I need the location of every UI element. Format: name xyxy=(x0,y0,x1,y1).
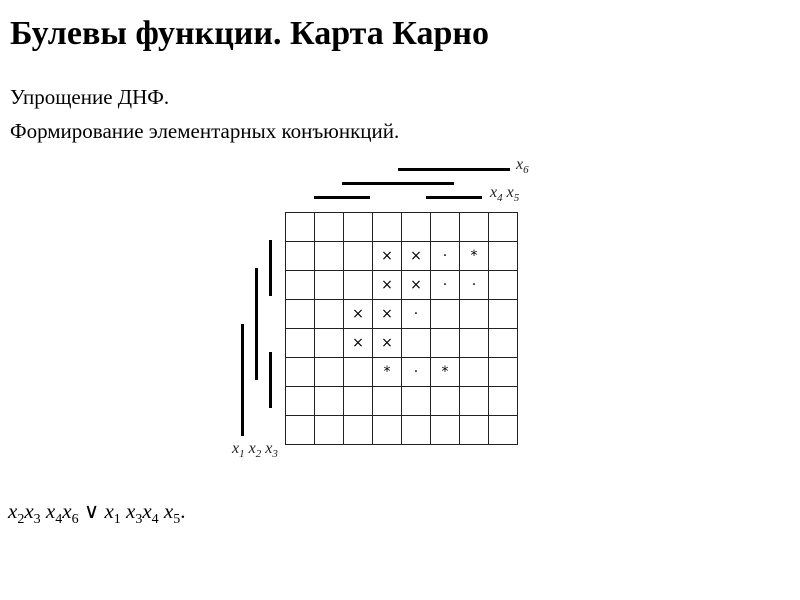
kmap-cell xyxy=(373,213,402,242)
kmap-cell: × xyxy=(344,329,373,358)
kmap-cell xyxy=(431,387,460,416)
x2-bar xyxy=(255,268,258,380)
kmap-cell: × xyxy=(373,329,402,358)
kmap-row xyxy=(286,329,518,358)
kmap-row xyxy=(286,387,518,416)
disjunction-symbol: ∨ xyxy=(78,499,105,523)
kmap-cell xyxy=(286,387,315,416)
kmap-cell xyxy=(315,300,344,329)
kmap-cell: × xyxy=(344,300,373,329)
kmap-cell xyxy=(431,329,460,358)
result-formula: $x_2x_3$ $x_4x_6$ ∨ $x_1$ $x_3x_4$ $x_5$. xyxy=(8,499,186,528)
kmap-cell xyxy=(460,329,489,358)
kmap-cell xyxy=(402,387,431,416)
subtitle-simplification: Упрощение ДНФ. xyxy=(10,85,170,109)
kmap-row xyxy=(286,300,518,329)
kmap-cell xyxy=(315,416,344,445)
kmap-cell: * xyxy=(373,358,402,387)
kmap-cell xyxy=(315,358,344,387)
kmap-cell xyxy=(489,387,518,416)
x6-label: $x_6$ xyxy=(516,156,529,177)
kmap-cell xyxy=(344,271,373,300)
kmap-cell xyxy=(460,358,489,387)
kmap-cell xyxy=(286,300,315,329)
kmap-cell xyxy=(344,213,373,242)
kmap-cell xyxy=(489,242,518,271)
kmap-cell xyxy=(489,300,518,329)
kmap-row xyxy=(286,358,518,387)
kmap-cell xyxy=(489,416,518,445)
kmap-cell xyxy=(286,242,315,271)
kmap-cell xyxy=(460,213,489,242)
kmap-cell xyxy=(286,416,315,445)
karnaugh-map-grid xyxy=(285,212,518,445)
kmap-cell xyxy=(402,329,431,358)
kmap-cell xyxy=(286,213,315,242)
x5-bar-right xyxy=(426,196,482,199)
kmap-cell xyxy=(315,387,344,416)
kmap-cell xyxy=(373,416,402,445)
x3-bar-top xyxy=(269,240,272,296)
kmap-cell xyxy=(286,271,315,300)
kmap-cell xyxy=(344,387,373,416)
slide-title: Булевы функции. Карта Карно xyxy=(10,15,489,52)
kmap-cell xyxy=(315,271,344,300)
kmap-row xyxy=(286,416,518,445)
x6-bar xyxy=(398,168,510,171)
kmap-cell: × xyxy=(373,242,402,271)
x1-bar xyxy=(241,324,244,436)
kmap-cell xyxy=(431,300,460,329)
kmap-cell xyxy=(402,416,431,445)
kmap-cell: × xyxy=(373,271,402,300)
kmap-cell: × xyxy=(373,300,402,329)
kmap-cell xyxy=(315,213,344,242)
kmap-cell xyxy=(489,213,518,242)
kmap-cell xyxy=(315,329,344,358)
kmap-cell xyxy=(286,358,315,387)
kmap-cell xyxy=(344,416,373,445)
kmap-cell xyxy=(489,358,518,387)
x4-x5-label: $x_4$ $x_5$ xyxy=(490,184,520,205)
kmap-cell xyxy=(460,300,489,329)
kmap-cell: · xyxy=(431,242,460,271)
kmap-cell: × xyxy=(402,242,431,271)
kmap-cell: * xyxy=(460,242,489,271)
x3-bar-bottom xyxy=(269,352,272,408)
kmap-row xyxy=(286,213,518,242)
kmap-cell xyxy=(489,329,518,358)
kmap-cell xyxy=(460,416,489,445)
subtitle-conjunctions: Формирование элементарных конъюнкций. xyxy=(10,119,400,143)
kmap-cell xyxy=(373,387,402,416)
x5-bar-left xyxy=(314,196,370,199)
x1-x2-x3-label: $x_1$ $x_2$ $x_3$ xyxy=(232,440,278,461)
kmap-cell xyxy=(431,213,460,242)
kmap-cell: · xyxy=(431,271,460,300)
kmap-cell: * xyxy=(431,358,460,387)
kmap-cell: · xyxy=(402,358,431,387)
kmap-cell: · xyxy=(460,271,489,300)
kmap-cell xyxy=(344,358,373,387)
kmap-cell: · xyxy=(402,300,431,329)
kmap-cell xyxy=(431,416,460,445)
kmap-cell xyxy=(489,271,518,300)
kmap-row xyxy=(286,242,518,271)
kmap-cell xyxy=(315,242,344,271)
kmap-row xyxy=(286,271,518,300)
kmap-cell: × xyxy=(402,271,431,300)
kmap-cell xyxy=(344,242,373,271)
x4-bar xyxy=(342,182,454,185)
kmap-cell xyxy=(402,213,431,242)
kmap-cell xyxy=(286,329,315,358)
kmap-cell xyxy=(460,387,489,416)
